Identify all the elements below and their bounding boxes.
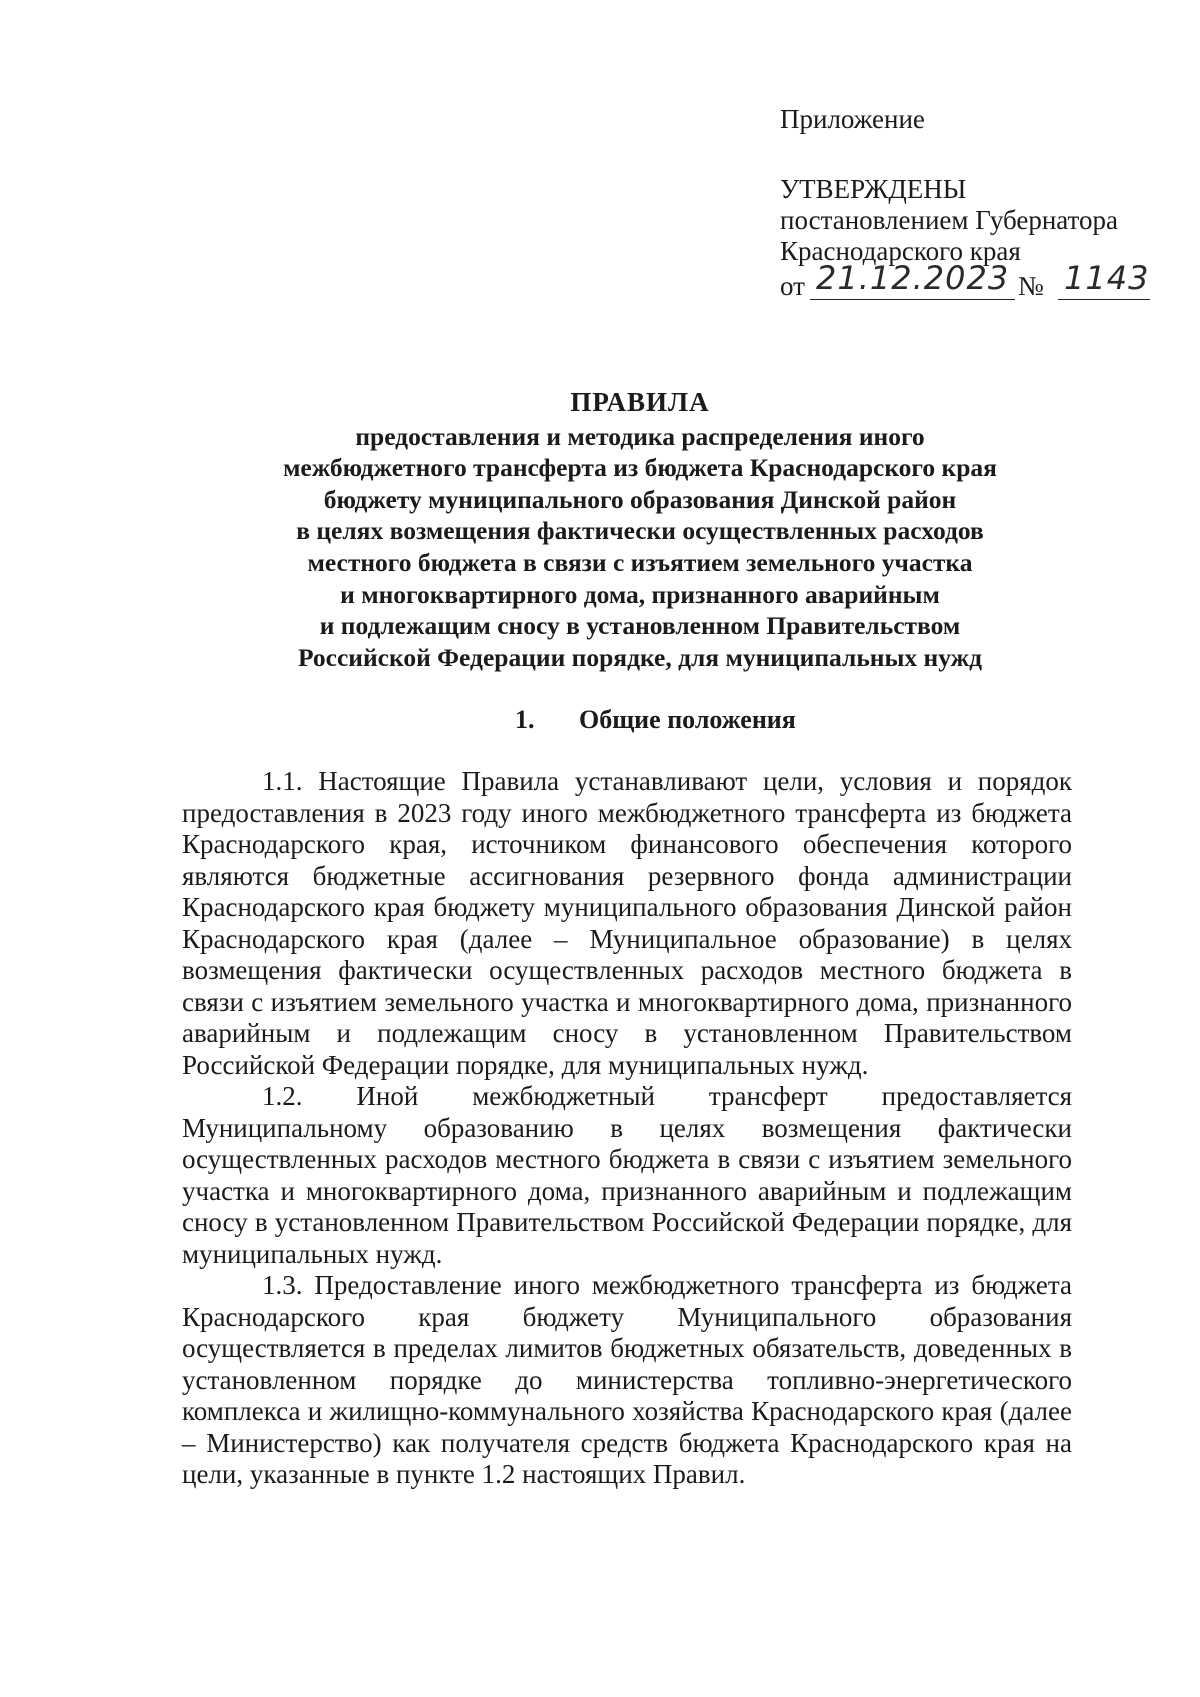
handwritten-date: 21.12.2023 (816, 259, 1010, 297)
paragraph-1-2: 1.2. Иной межбюджетный трансферт предоставляется Муниципальному образованию в целях возмещения фактически осуществленных расходов местного бюджета в связи с изъятием земельного участка и многоквартирного дома, признанного аварийным и подлежащим сносу в установленном Правительством Российской Федерации порядке, для муниципальных нужд. (182, 1081, 1072, 1269)
document-title (240, 387, 1040, 673)
title-main: ПРАВИЛА (570, 387, 710, 417)
title-line: бюджету муниципального образования Динской район (323, 484, 957, 514)
decree-date-number (780, 259, 1150, 301)
approved-by-line-1: постановлением Губернатора (780, 205, 1118, 235)
date-field (810, 259, 1015, 300)
title-line: в целях возмещения фактически осуществленных расходов (296, 516, 984, 546)
body-text (182, 766, 1072, 1491)
number-field (1058, 259, 1150, 300)
section-heading (515, 705, 796, 735)
section-number: 1. (515, 705, 535, 734)
appendix-label: Приложение (780, 104, 925, 134)
title-line: и многоквартирного дома, признанного аварийным (340, 579, 940, 609)
title-line: межбюджетного трансферта из бюджета Краснодарского края (283, 453, 997, 483)
title-line: и подлежащим сносу в установленном Правительством (319, 611, 961, 641)
approved-label: УТВЕРЖДЕНЫ (780, 174, 967, 204)
paragraph-1-3: 1.3. Предоставление иного межбюджетного трансферта из бюджета Краснодарского края бюджету Муниципального образования осуществляется в пределах лимитов бюджетных обязательств, доведенных в установленном порядке до министерства топливно-энергетического комплекса и жилищно-коммунального хозяйства Краснодарского края (далее – Министерство) как получателя средств бюджета Краснодарского края на цели, указанные в пункте 1.2 настоящих Правил. (182, 1270, 1072, 1489)
number-prefix: № (1018, 271, 1044, 301)
paragraph-1-1: 1.1. Настоящие Правила устанавливают цели, условия и порядок предоставления в 2023 году иного межбюджетного трансферта из бюджета Краснодарского края, источником финансового обеспечения которого являются бюджетные ассигнования резервного фонда администрации Краснодарского края бюджету муниципального образования Динской район Краснодарского края (далее – Муниципальное образование) в целях возмещения фактически осуществленных расходов местного бюджета в связи с изъятием земельного участка и многоквартирного дома, признанного аварийным и подлежащим сносу в установленном Правительством Российской Федерации порядке, для муниципальных нужд. (182, 766, 1072, 1080)
title-line: Российской Федерации порядке, для муниципальных нужд (297, 642, 983, 672)
date-prefix: от (780, 271, 805, 301)
section-title: Общие положения (579, 705, 796, 734)
handwritten-number: 1143 (1064, 259, 1150, 297)
approval-block (780, 174, 1150, 301)
title-line: предоставления и методика распределения иного (355, 421, 925, 451)
title-line: местного бюджета в связи с изъятием земельного участка (307, 547, 973, 577)
approved-by-line-2: Краснодарского края (780, 236, 1021, 266)
